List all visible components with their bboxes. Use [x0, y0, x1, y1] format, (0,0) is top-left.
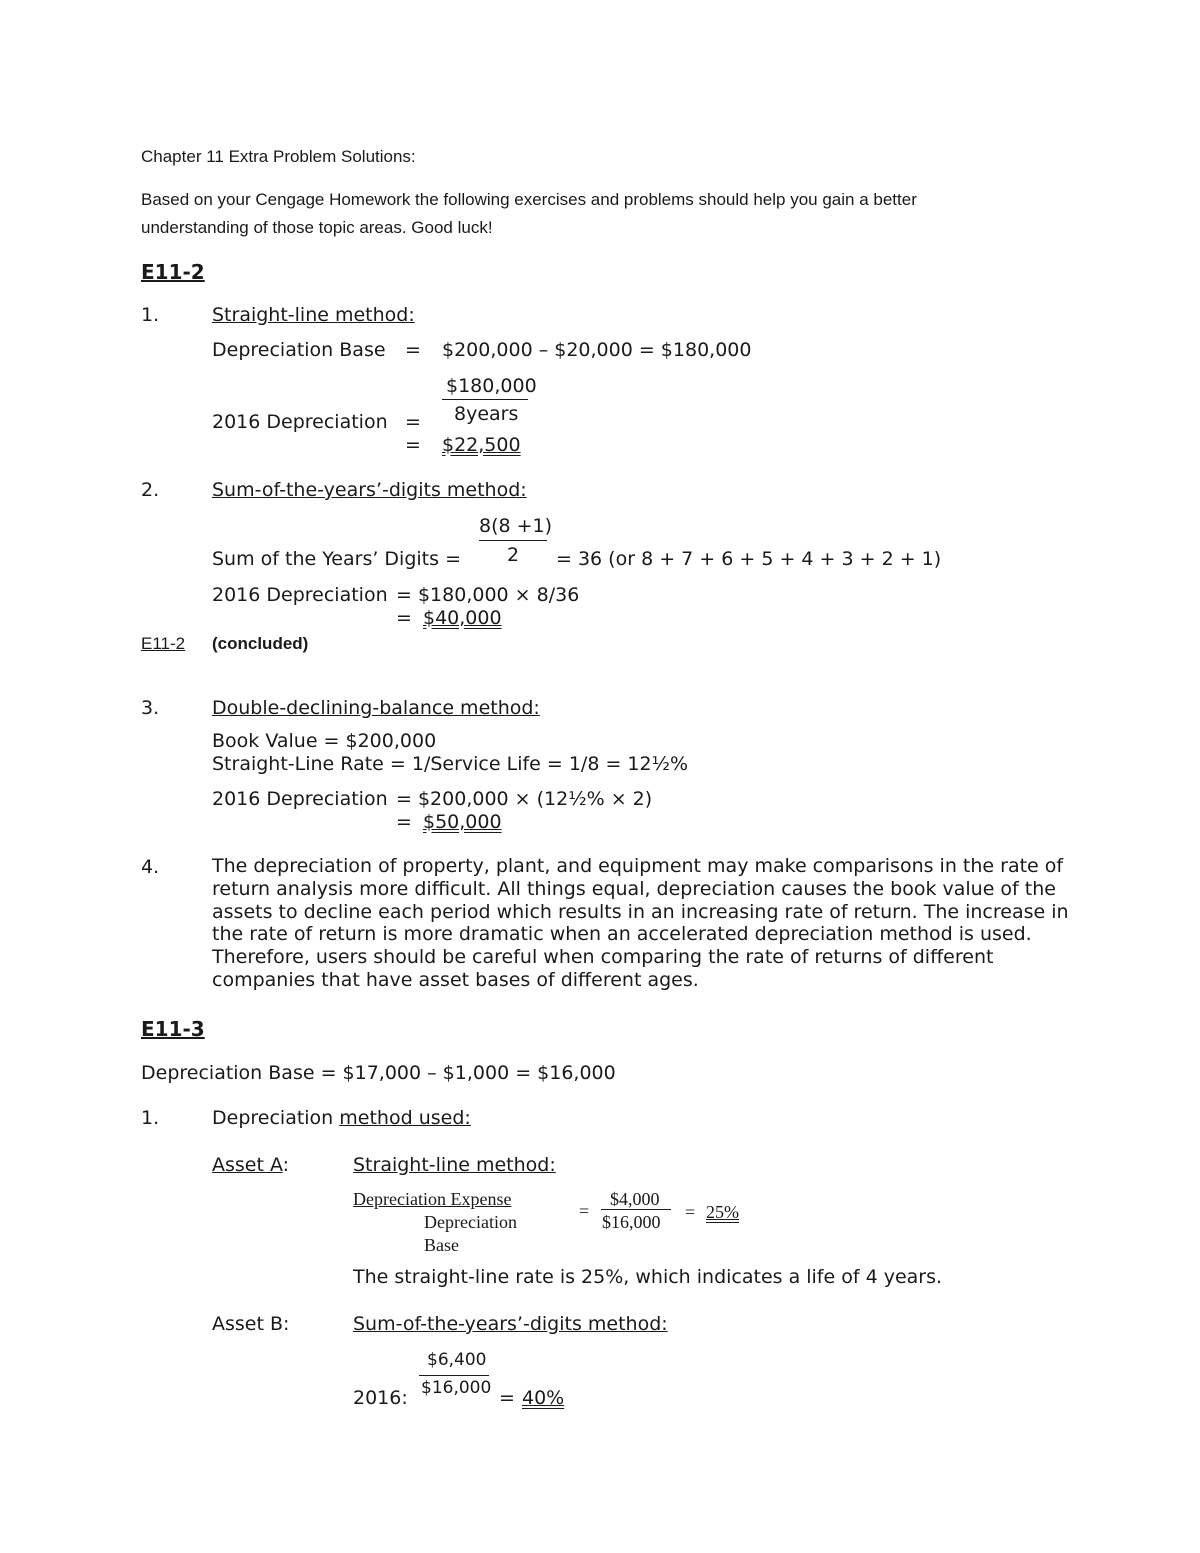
e11-2-item-4-number: 4. — [141, 856, 160, 878]
e11-2-ddb-dep-label: 2016 Depreciation — [212, 788, 388, 810]
e11-2-fraction-bar — [442, 399, 528, 400]
e11-3-method-used-label — [212, 1109, 471, 1128]
asset-a-equals-1: = — [579, 1201, 590, 1221]
e11-2-syd-label: Sum of the Years’ Digits = — [212, 548, 461, 570]
e11-2-2016-depreciation-label: 2016 Depreciation — [212, 411, 388, 433]
e11-2-ddb-dep-expression: = $200,000 × (12½% × 2) — [396, 788, 653, 810]
e11-2-fraction-numerator: $180,000 — [446, 375, 537, 397]
e11-3-method-used-plain: Depreciation — [212, 1107, 340, 1129]
asset-a-fraction-bar — [601, 1209, 671, 1210]
e11-2-concluded-reference: E11-2 — [141, 634, 186, 653]
asset-a-fraction-numerator: $4,000 — [610, 1189, 660, 1209]
e11-2-depreciation-base-label: Depreciation Base — [212, 339, 386, 361]
e11-2-syd-title: Sum-of-the-years’-digits method: — [212, 479, 527, 501]
e11-2-heading: E11-2 — [141, 260, 205, 284]
asset-a-base-label-line2: Base — [424, 1235, 459, 1255]
e11-2-ddb-title: Double-declining-balance method: — [212, 697, 540, 719]
asset-a-equals-2: = — [685, 1202, 696, 1222]
e11-2-dep-equals: = — [405, 411, 421, 433]
e11-2-ddb-result-value: $50,000 — [423, 811, 502, 833]
e11-2-syd-fraction-denominator: 2 — [507, 544, 520, 566]
e11-2-syd-result: = 36 (or 8 + 7 + 6 + 5 + 4 + 3 + 2 + 1) — [556, 548, 942, 570]
e11-2-result-equals: = — [405, 434, 421, 456]
e11-2-syd-result-equals: = — [396, 607, 412, 629]
e11-2-base-equals: = — [405, 339, 421, 361]
e11-2-syd-dep-expression: = $180,000 × 8/36 — [396, 584, 580, 606]
e11-3-heading: E11-3 — [141, 1017, 205, 1041]
e11-2-fraction-denominator: 8years — [454, 403, 519, 425]
e11-2-syd-dep-label: 2016 Depreciation — [212, 584, 388, 606]
e11-2-syd-result-value: $40,000 — [423, 607, 502, 629]
e11-2-item-4-paragraph: The depreciation of property, plant, and equipment may make comparisons in the rate of return analysis more difficult. All things equal, depreciation causes the book value of the assets to decline each period which results in an increasing rate of return. The increase in the rate of return is more dramatic when an accelerated depreciation method is used. Therefore, users should be careful when comparing the rate of returns of different companies that have asset bases of different ages. — [212, 855, 1069, 991]
asset-a-result: 25% — [706, 1202, 739, 1222]
asset-a-note: The straight-line rate is 25%, which indicates a life of 4 years. — [353, 1266, 943, 1288]
asset-b-fraction-numerator: $6,400 — [427, 1350, 487, 1370]
asset-a-label — [212, 1156, 289, 1175]
e11-2-syd-fraction-numerator: 8(8 +1) — [479, 515, 553, 537]
e11-2-item-1-number: 1. — [141, 304, 160, 326]
e11-3-method-used-underlined: method used: — [339, 1107, 471, 1129]
intro-line-1: Based on your Cengage Homework the following exercises and problems should help you gain a better — [141, 190, 917, 209]
e11-2-straight-line-rate: Straight-Line Rate = 1/Service Life = 1/8 = 12½% — [212, 753, 689, 775]
asset-a-expense-label: Depreciation Expense — [353, 1189, 512, 1209]
asset-a-base-label-line1: Depreciation — [424, 1212, 517, 1232]
page-title: Chapter 11 Extra Problem Solutions: — [141, 147, 416, 166]
asset-a-name: Asset A — [212, 1154, 283, 1176]
asset-b-equals: = — [499, 1387, 515, 1409]
e11-2-item-3-number: 3. — [141, 697, 160, 719]
asset-a-method: Straight-line method: — [353, 1154, 556, 1176]
asset-b-result: 40% — [522, 1387, 565, 1409]
asset-b-method: Sum-of-the-years’-digits method: — [353, 1313, 668, 1335]
asset-a-fraction-denominator: $16,000 — [602, 1212, 661, 1232]
e11-2-depreciation-base-value: $200,000 – $20,000 = $180,000 — [442, 339, 752, 361]
e11-3-item-1-number: 1. — [141, 1107, 160, 1129]
asset-b-fraction-bar — [419, 1375, 489, 1376]
e11-3-depreciation-base: Depreciation Base = $17,000 – $1,000 = $16,000 — [141, 1062, 616, 1084]
e11-2-book-value: Book Value = $200,000 — [212, 730, 437, 752]
asset-b-year-label: 2016: — [353, 1387, 408, 1409]
e11-2-item-2-number: 2. — [141, 479, 160, 501]
asset-a-colon: : — [282, 1154, 290, 1176]
e11-2-syd-fraction-bar — [479, 540, 547, 541]
intro-line-2: understanding of those topic areas. Good luck! — [141, 218, 493, 237]
asset-b-label: Asset B: — [212, 1313, 290, 1335]
e11-2-ddb-result-equals: = — [396, 811, 412, 833]
e11-2-straight-line-result: $22,500 — [442, 434, 521, 456]
e11-2-concluded-label: (concluded) — [212, 634, 309, 653]
asset-b-fraction-denominator: $16,000 — [421, 1378, 492, 1398]
e11-2-straight-line-title: Straight-line method: — [212, 304, 415, 326]
